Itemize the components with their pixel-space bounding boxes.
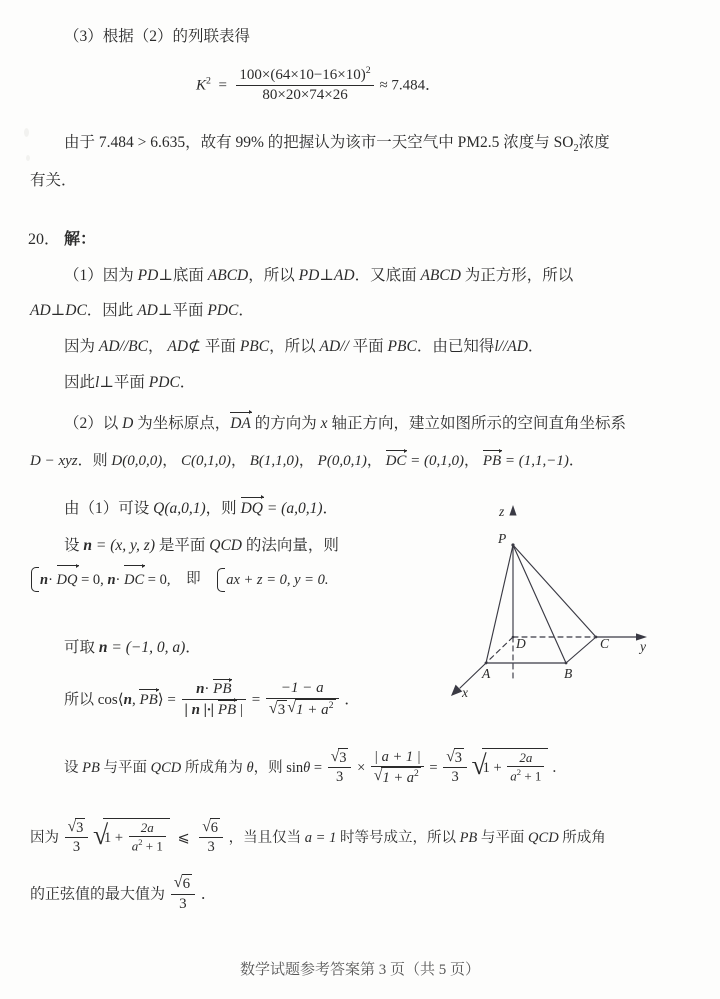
system-right-brace — [216, 566, 328, 594]
perp-symbol: ⊥ — [50, 302, 66, 319]
t: 3 — [76, 820, 84, 837]
vector-n: n — [123, 692, 132, 709]
axis-label-z: z — [499, 504, 505, 519]
t: 2 — [414, 767, 419, 779]
scan-smudge — [26, 155, 30, 161]
perp-symbol: ⊥ — [158, 267, 173, 284]
t: + 1 — [142, 838, 163, 854]
p20-part2-line8-inequality — [30, 818, 606, 858]
dot-operator: · — [48, 572, 53, 588]
t: ． — [568, 453, 584, 469]
t: ． — [238, 302, 254, 319]
t: ． — [552, 760, 567, 777]
t: ． — [527, 338, 544, 355]
t: （1）因为 — [64, 267, 138, 284]
system-right-row1: ax + z = 0, — [226, 571, 291, 588]
vector-pb: PB — [483, 450, 501, 473]
formula-period: ． — [425, 77, 441, 94]
p20-part2-line1 — [64, 412, 626, 435]
dot-operator: · — [115, 572, 121, 588]
vector-dq: DQ — [57, 565, 78, 594]
segment-pb: PB — [459, 830, 478, 847]
t: 的方向为 — [250, 415, 321, 432]
t: + 1 — [521, 768, 542, 784]
t: 6 — [182, 876, 191, 892]
t: 3 — [454, 750, 462, 767]
numerator-text: 100×(64×10−16×10) — [239, 67, 366, 83]
perp-symbol: ⊥ — [319, 267, 334, 284]
answer-fraction-sqrt6-over-3 — [171, 874, 195, 914]
label-pd: PD — [298, 267, 320, 284]
t: ， — [147, 338, 168, 355]
label-abcd: ABCD — [207, 267, 249, 284]
t: 平面 — [201, 338, 240, 355]
t — [482, 748, 549, 786]
t: 可取 — [64, 639, 99, 656]
t: ．由已知得 — [416, 338, 495, 355]
equals: = — [429, 760, 442, 777]
t: ， — [366, 453, 386, 469]
equals: = — [251, 692, 264, 709]
p20-part2-line6-cosine — [64, 680, 359, 721]
vertex-label-b: B — [564, 666, 573, 681]
theta: θ — [303, 760, 311, 777]
t — [129, 837, 166, 855]
t: ， — [162, 453, 181, 469]
normal-vector-n: n — [83, 537, 93, 554]
t: , — [131, 692, 140, 709]
t: 因此 — [64, 374, 96, 391]
x-axis-dashed — [486, 637, 513, 663]
sine-frac-sqrt3-over-3 — [328, 748, 352, 787]
plane-qcd: QCD — [209, 537, 242, 554]
label-pdc: PDC — [148, 374, 180, 391]
t: 时等号成立，所以 — [336, 830, 460, 847]
system-connector: 即 — [186, 571, 201, 588]
cosine-fraction-1 — [182, 679, 246, 720]
label-abcd: ABCD — [420, 267, 461, 284]
t: ． — [344, 692, 360, 709]
t: ． — [322, 500, 339, 517]
t: = 0, — [144, 572, 171, 588]
label-ad: AD — [137, 302, 158, 319]
t: 平面 — [113, 374, 149, 391]
t: ． — [179, 374, 196, 391]
problem20-heading — [28, 228, 96, 251]
sqrt-1-plus-a2 — [287, 699, 335, 721]
vector-dq: DQ — [241, 497, 263, 520]
equals-sign: = — [214, 77, 231, 94]
num: | a + 1 | — [371, 748, 424, 767]
t: 设 — [64, 537, 84, 554]
numerator-exponent: 2 — [365, 65, 371, 76]
p20-part2-line2 — [30, 450, 584, 473]
footer-text: 数学试题参考答案第 3 页（共 5 页） — [239, 962, 480, 978]
formula-result: 7.484 — [391, 77, 426, 94]
k-squared-formula — [196, 66, 440, 106]
t: ⟩ = — [157, 692, 180, 709]
t: 因为 — [30, 830, 63, 847]
problem20-number: 20． — [28, 231, 61, 248]
sine-frac-abs-over-sqrt — [371, 748, 424, 788]
sqrt-1-plus-a2 — [374, 767, 421, 788]
so2-subscript: 2 — [573, 143, 579, 155]
system-left-row2 — [107, 572, 170, 588]
t: 平面 — [348, 338, 388, 355]
vector-n: n — [107, 572, 116, 588]
p20-part2-line7-sine — [64, 748, 567, 789]
t: 1 + — [104, 830, 127, 847]
sqrt3-body: 3 — [277, 700, 288, 721]
label-pbc: PBC — [387, 338, 417, 355]
t: ，则 sin — [253, 760, 304, 777]
label-pd: PD — [137, 267, 159, 284]
t: 6 — [210, 820, 219, 837]
vertex-label-c: C — [600, 636, 610, 651]
normal-vector-system — [30, 565, 328, 594]
den: 3 — [207, 839, 215, 856]
t: 2a — [129, 820, 166, 837]
t: ． — [185, 639, 201, 656]
t: ．因此 — [86, 302, 138, 319]
problem19-part3-label — [64, 26, 250, 48]
scan-smudge — [24, 128, 29, 137]
vertex-d-dot — [512, 636, 515, 639]
plane-qcd: QCD — [528, 830, 559, 847]
label-ad: AD — [30, 302, 51, 319]
vector-pb: PB — [218, 700, 236, 721]
t: | — [236, 701, 243, 718]
point-d-coords: D(0,0,0) — [111, 453, 163, 469]
p20-part2-line4 — [64, 535, 339, 557]
vector-dc: DC — [386, 450, 407, 473]
t: ．则 — [77, 453, 112, 469]
sqrt-3 — [68, 818, 86, 837]
t: ，所以 — [269, 338, 320, 355]
t: 与平面 — [99, 760, 151, 777]
sqrt-3 — [269, 700, 287, 721]
t: ，则 — [205, 500, 241, 517]
not-subset-symbol: ⊄ — [188, 338, 202, 355]
t: 1 + a — [382, 769, 414, 786]
den: 3 — [179, 895, 187, 912]
cosine-fraction-2 — [266, 679, 339, 720]
plane-qcd: QCD — [150, 760, 182, 777]
cos-frac1-denominator — [182, 700, 246, 721]
t: 因为 — [64, 338, 99, 355]
less-equal-symbol: ⩽ — [177, 830, 190, 847]
p20-part1-line2 — [30, 300, 254, 322]
sqrt-1-plus-2a-over-a2plus1 — [94, 818, 170, 856]
t: ． — [200, 886, 216, 903]
vector-pb: PB — [139, 689, 157, 712]
t: 1 + — [482, 760, 506, 777]
sqrt-6 — [174, 874, 192, 894]
point-b-coords: B(1,1,0) — [249, 453, 299, 469]
vector-dq-value: = (a,0,1) — [262, 500, 323, 517]
num — [443, 748, 467, 768]
vertex-label-d: D — [516, 636, 526, 651]
vector-dc: DC — [124, 565, 144, 594]
vector-n: n — [196, 681, 205, 697]
label-dc: DC — [65, 302, 87, 319]
num — [65, 818, 89, 838]
p20-part1-line3 — [64, 336, 543, 358]
vector-da: DA — [230, 412, 251, 435]
t: = 0, — [77, 572, 104, 588]
label-l: l — [95, 374, 100, 391]
p20-part2-line5 — [64, 637, 201, 659]
cos-frac2-denominator — [266, 699, 339, 721]
label-d: D — [122, 415, 134, 432]
problem20-solution-label: 解： — [64, 231, 97, 248]
inner-fraction — [507, 750, 544, 785]
sine-frac-sqrt3-over-3b — [443, 748, 467, 787]
p20-part1-line1 — [64, 265, 573, 287]
vertex-label-a: A — [482, 666, 491, 681]
t: 所成角为 — [181, 760, 247, 777]
conclusion-line2-text: 有关． — [30, 172, 77, 189]
label-ad: AD — [333, 267, 355, 284]
label-l-parallel-ad: l//AD — [494, 338, 528, 355]
system-right-row2: y = 0. — [294, 571, 329, 588]
vector-n: n — [40, 572, 49, 588]
dot-operator: · — [204, 681, 210, 697]
t: 设 — [64, 760, 83, 777]
geometry-figure — [440, 495, 690, 707]
t: ， — [464, 453, 483, 469]
label-ad-parallel-bc: AD//BC — [98, 338, 148, 355]
page-footer — [0, 958, 720, 979]
cos-frac1-numerator — [182, 679, 246, 700]
t: 2a — [507, 750, 544, 767]
ineq-frac-sqrt3-over-3 — [65, 818, 89, 857]
inner-fraction — [129, 820, 166, 855]
axis-label-y: y — [640, 639, 646, 654]
vertex-b-dot — [565, 662, 568, 665]
theta: θ — [246, 760, 254, 777]
t: 2 — [328, 699, 334, 711]
vertex-label-p: P — [498, 531, 507, 546]
a-equals-1: a = 1 — [304, 830, 337, 847]
formula-denominator: 80×20×74×26 — [262, 86, 348, 103]
point-q-coords: Q(a,0,1) — [153, 500, 206, 517]
den — [371, 767, 424, 788]
t: a — [131, 838, 139, 854]
den: 3 — [335, 769, 344, 786]
t: 的正弦值的最大值为 — [30, 886, 169, 903]
t: a — [510, 768, 517, 784]
t: 为正方形，所以 — [460, 267, 574, 284]
vector-dc-value: = (0,1,0) — [406, 453, 465, 469]
part3-label-text: （3）根据（2）的列联表得 — [64, 28, 251, 45]
equals: = — [310, 760, 326, 777]
label-ad: AD — [167, 338, 189, 355]
cos-frac2-numerator: −1 − a — [266, 679, 339, 699]
ineq-frac-sqrt6-over-3 — [199, 818, 223, 857]
problem19-conclusion-line2 — [30, 170, 77, 192]
problem19-conclusion-line1 — [64, 132, 610, 157]
conclusion-line1-text: 由于 7.484 > 6.635，故有 99% 的把握认为该市一天空气中 PM2.5 浓度与 SO — [64, 134, 574, 151]
vector-pb: PB — [213, 681, 232, 697]
t: 是平面 — [154, 537, 210, 554]
edge-pa — [486, 545, 513, 663]
point-p-coords: P(0,0,1) — [317, 453, 367, 469]
label-pdc: PDC — [207, 302, 239, 319]
vector-n: n — [98, 639, 108, 656]
norm-n: | n |·| — [184, 701, 218, 718]
conclusion-line1-tail: 浓度 — [578, 134, 610, 151]
label-ad-parallel: AD// — [319, 338, 349, 355]
label-pbc: PBC — [239, 338, 270, 355]
t — [103, 818, 170, 856]
t: 所以 cos⟨ — [64, 692, 124, 709]
p20-part2-line3 — [64, 497, 338, 520]
t — [507, 767, 544, 785]
t: ，当且仅当 — [228, 830, 305, 847]
t: 的法向量，则 — [241, 537, 339, 554]
den: 3 — [451, 769, 459, 786]
t: 1 + a — [296, 701, 329, 718]
edge-pc — [513, 545, 596, 637]
coordinate-system-label: D − xyz — [30, 453, 78, 469]
segment-pb: PB — [82, 760, 100, 777]
system-left-brace — [30, 565, 170, 594]
num — [171, 874, 195, 895]
sqrt-6 — [202, 818, 220, 837]
perp-symbol: ⊥ — [157, 302, 173, 319]
p20-part2-line9-answer — [30, 875, 216, 915]
point-c-coords: C(0,1,0) — [180, 453, 231, 469]
p20-part1-line4 — [64, 372, 195, 394]
formula-lhs: K — [196, 77, 207, 94]
t: 2 — [138, 837, 143, 848]
normal-vector-value: = (−1, 0, a) — [107, 639, 186, 656]
t: ， — [230, 453, 250, 469]
t: 底面 — [172, 267, 208, 284]
t: （2）以 — [64, 415, 123, 432]
t: 平面 — [172, 302, 208, 319]
t: ．又底面 — [354, 267, 421, 284]
axis-label-x: x — [462, 685, 468, 700]
den: 3 — [72, 839, 81, 856]
num — [199, 818, 223, 838]
sqrt-body — [295, 699, 336, 721]
formula-lhs-exponent: 2 — [206, 75, 211, 87]
t: 3 — [339, 750, 347, 767]
times-operator: × — [357, 760, 366, 777]
x-axis-arrow — [451, 685, 462, 696]
t: ， — [298, 453, 318, 469]
formula-numerator — [236, 65, 373, 86]
t: ，所以 — [248, 267, 299, 284]
sqrt-3 — [446, 748, 464, 767]
t: 轴正方向，建立如图所示的空间直角坐标系 — [327, 415, 626, 432]
t: 与平面 — [477, 830, 529, 847]
edge-bc — [566, 637, 596, 663]
system-left-row1 — [40, 572, 104, 588]
perp-symbol: ⊥ — [99, 374, 114, 391]
t: 所成角 — [558, 830, 606, 847]
vertex-c-dot — [595, 636, 598, 639]
sqrt-3 — [331, 748, 349, 767]
formula-fraction — [236, 65, 373, 105]
num — [328, 748, 352, 768]
vertex-p-dot — [511, 543, 514, 546]
t: 由（1）可设 — [64, 500, 154, 517]
z-axis-arrow — [509, 505, 516, 516]
sqrt-1-plus-2a-over-a2plus1 — [473, 748, 549, 786]
t: 为坐标原点， — [133, 415, 231, 432]
vector-pb-value: = (1,1,−1) — [501, 453, 569, 469]
normal-vector-components: = (x, y, z) — [92, 537, 155, 554]
t — [381, 767, 420, 788]
label-x: x — [320, 415, 328, 432]
vertex-a-dot — [485, 662, 488, 665]
t: 2 — [516, 767, 522, 778]
approx-symbol: ≈ — [379, 77, 388, 94]
